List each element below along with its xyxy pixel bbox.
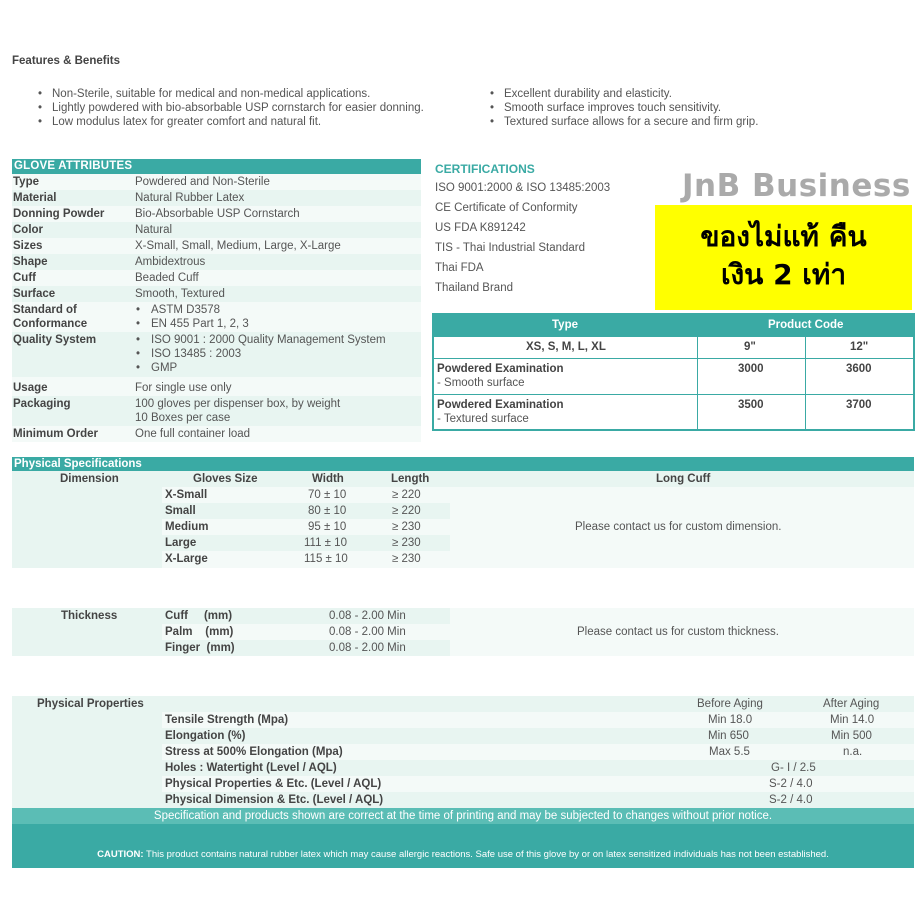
- size-label: X-Large: [165, 553, 208, 565]
- attribute-value: [135, 332, 421, 376]
- feature-item: • Textured surface allows for a secure and firm grip.: [488, 115, 758, 129]
- physical-specifications-header: Physical Specifications: [12, 457, 914, 471]
- attribute-row-standard: [12, 302, 421, 332]
- attribute-value: Ambidextrous: [135, 256, 206, 268]
- col-long-cuff: Long Cuff: [656, 473, 711, 485]
- feature-item: • Excellent durability and elasticity.: [488, 87, 758, 101]
- attribute-key: Material: [13, 192, 57, 204]
- glove-attributes-table: [12, 159, 421, 442]
- thickness-value: 0.08 - 2.00 Min: [329, 626, 406, 638]
- packaging-line-2: 10 Boxes per case: [135, 412, 231, 424]
- attribute-key: Type: [13, 176, 39, 188]
- attribute-value: Beaded Cuff: [135, 272, 199, 284]
- features-left-list: [36, 87, 424, 129]
- attribute-key: [12, 302, 135, 332]
- glove-attributes-header: GLOVE ATTRIBUTES: [12, 159, 421, 174]
- code-9: 3000: [738, 363, 764, 375]
- aql-name: Physical Properties & Etc. (Level / AQL): [165, 778, 382, 790]
- certification-item: CE Certificate of Conformity: [435, 202, 578, 214]
- size-label: X-Small: [165, 489, 208, 501]
- type-header: Type: [552, 319, 578, 331]
- attribute-value: [135, 396, 421, 426]
- attribute-row: [12, 206, 421, 222]
- code-12: 3600: [846, 363, 872, 375]
- attribute-key: Shape: [13, 256, 48, 268]
- attribute-key: Surface: [13, 288, 56, 300]
- code-12: 3700: [846, 399, 872, 411]
- promo-line-2: เงิน 2 เท่า: [720, 258, 847, 291]
- promo-banner: [655, 205, 912, 310]
- code-cell: [806, 359, 913, 395]
- width-value: 111 ± 10: [304, 537, 347, 549]
- col-12-cell: [806, 337, 913, 359]
- thickness-part: Cuff (mm): [165, 610, 233, 622]
- length-value: ≥ 220: [392, 505, 421, 517]
- aql-name: Holes : Watertight (Level / AQL): [165, 762, 337, 774]
- size-label: Small: [165, 505, 196, 517]
- physical-properties-label: Physical Properties: [37, 698, 144, 710]
- certification-item: Thailand Brand: [435, 282, 513, 294]
- product-code-header: [434, 315, 913, 337]
- attribute-value: One full container load: [135, 428, 251, 440]
- attribute-key: Quality System: [13, 334, 97, 346]
- col-9-label: 9": [744, 341, 756, 353]
- caution-bar: [12, 824, 914, 868]
- product-type-cell: [434, 359, 698, 395]
- product-type-cell: [434, 395, 698, 429]
- standard-item: • ASTM D3578: [135, 303, 421, 317]
- length-value: ≥ 230: [392, 553, 421, 565]
- length-value: ≥ 230: [392, 537, 421, 549]
- code-cell: [806, 395, 913, 429]
- attribute-row-packaging: [12, 396, 421, 426]
- feature-item: • Non-Sterile, suitable for medical and non-medical applications.: [36, 87, 424, 101]
- attribute-value: Powdered and Non-Sterile: [135, 176, 270, 188]
- custom-thickness-note: Please contact us for custom thickness.: [577, 626, 779, 638]
- col-length: Length: [391, 473, 430, 485]
- features-right-list: [488, 87, 758, 129]
- aql-value: G- I / 2.5: [771, 762, 816, 774]
- width-value: 115 ± 10: [304, 553, 348, 565]
- disclaimer-note: Specification and products shown are correct at the time of printing and may be subjected to changes without prior notice.: [12, 808, 914, 824]
- length-value: ≥ 230: [392, 521, 421, 533]
- attribute-value: X-Small, Small, Medium, Large, X-Large: [135, 240, 341, 252]
- attribute-key: Donning Powder: [13, 208, 105, 220]
- size-label: Medium: [165, 521, 209, 533]
- thickness-label: Thickness: [61, 610, 118, 622]
- before-value: Min 650: [708, 730, 749, 742]
- col-width: Width: [312, 473, 344, 485]
- size-label: Large: [165, 537, 197, 549]
- feature-item: • Smooth surface improves touch sensitivity.: [488, 101, 758, 115]
- attribute-key: Packaging: [13, 398, 71, 410]
- length-value: ≥ 220: [392, 489, 421, 501]
- certification-item: ISO 9001:2000 & ISO 13485:2003: [435, 182, 611, 194]
- width-value: 80 ± 10: [308, 505, 347, 517]
- attribute-row: [12, 377, 421, 396]
- attribute-value: Bio-Absorbable USP Cornstarch: [135, 208, 300, 220]
- product-sub: - Textured surface: [437, 413, 529, 425]
- attribute-key: Cuff: [13, 272, 36, 284]
- standard-key-line-2: Conformance: [13, 318, 88, 330]
- product-name: Powdered Examination: [437, 399, 564, 411]
- attribute-row-quality: [12, 332, 421, 377]
- after-value: n.a.: [843, 746, 863, 758]
- attribute-row: [12, 286, 421, 302]
- code-cell: [698, 395, 806, 429]
- caution-text: This product contains natural rubber latex which may cause allergic reactions. Safe use of this glove by or on latex sensitized individuals has not been established.: [143, 849, 829, 860]
- attribute-row: [12, 222, 421, 238]
- attribute-value: Natural: [135, 224, 173, 236]
- thickness-part: Finger (mm): [165, 642, 235, 654]
- attribute-row: [12, 190, 421, 206]
- caution-label: CAUTION:: [97, 849, 144, 860]
- attribute-row: [12, 174, 421, 190]
- col-gloves-size: Gloves Size: [193, 473, 258, 485]
- quality-item: • ISO 9001 : 2000 Quality Management System: [135, 333, 421, 347]
- aql-value: S-2 / 4.0: [769, 794, 813, 806]
- attribute-row: [12, 238, 421, 254]
- thickness-value: 0.08 - 2.00 Min: [329, 642, 406, 654]
- attribute-row: [12, 426, 421, 442]
- product-sub: - Smooth surface: [437, 377, 525, 389]
- brand-watermark: JnB Business: [682, 168, 911, 204]
- feature-item: • Lightly powdered with bio-absorbable USP cornstarch for easier donning.: [36, 101, 424, 115]
- certifications-title: CERTIFICATIONS: [435, 162, 535, 176]
- promo-line-1: ของไม่แท้ คืน: [700, 220, 867, 253]
- before-value: Max 5.5: [709, 746, 750, 758]
- attribute-value: Natural Rubber Latex: [135, 192, 245, 204]
- dimension-section: [12, 471, 914, 568]
- attribute-key: Sizes: [13, 240, 43, 252]
- attribute-row: [12, 270, 421, 286]
- col-12-label: 12": [850, 341, 869, 353]
- aql-value: S-2 / 4.0: [769, 778, 813, 790]
- col-after-aging: After Aging: [823, 698, 880, 710]
- product-code-header-label: Product Code: [768, 319, 844, 331]
- thickness-part: Palm (mm): [165, 626, 234, 638]
- thickness-value: 0.08 - 2.00 Min: [329, 610, 406, 622]
- product-code-table: [432, 313, 915, 431]
- code-9: 3500: [738, 399, 764, 411]
- standard-item: • EN 455 Part 1, 2, 3: [135, 317, 421, 331]
- certification-item: TIS - Thai Industrial Standard: [435, 242, 585, 254]
- custom-dimension-note: Please contact us for custom dimension.: [575, 521, 782, 533]
- packaging-line-1: 100 gloves per dispenser box, by weight: [135, 398, 341, 410]
- width-value: 95 ± 10: [308, 521, 347, 533]
- attribute-key: Minimum Order: [13, 428, 98, 440]
- sizes-cell: [434, 337, 698, 359]
- quality-item: • GMP: [135, 361, 421, 375]
- attribute-row: [12, 254, 421, 270]
- attribute-key: Color: [13, 224, 44, 236]
- property-name: Elongation (%): [165, 730, 246, 742]
- dimension-label: Dimension: [60, 473, 119, 485]
- col-before-aging: Before Aging: [697, 698, 763, 710]
- certification-item: Thai FDA: [435, 262, 484, 274]
- attribute-value: [135, 302, 421, 332]
- thickness-section: [12, 608, 914, 656]
- sizes-label: XS, S, M, L, XL: [526, 341, 606, 353]
- aql-name: Physical Dimension & Etc. (Level / AQL): [165, 794, 384, 806]
- code-cell: [698, 359, 806, 395]
- before-value: Min 18.0: [708, 714, 753, 726]
- standard-key-line-1: Standard of: [13, 304, 77, 316]
- width-value: 70 ± 10: [308, 489, 347, 501]
- attribute-key: Usage: [13, 382, 48, 394]
- attribute-value: For single use only: [135, 382, 232, 394]
- after-value: Min 500: [831, 730, 872, 742]
- product-name: Powdered Examination: [437, 363, 564, 375]
- quality-item: • ISO 13485 : 2003: [135, 347, 421, 361]
- property-name: Tensile Strength (Mpa): [165, 714, 289, 726]
- after-value: Min 14.0: [830, 714, 875, 726]
- property-name: Stress at 500% Elongation (Mpa): [165, 746, 343, 758]
- certification-item: US FDA K891242: [435, 222, 526, 234]
- feature-item: • Low modulus latex for greater comfort and natural fit.: [36, 115, 424, 129]
- physical-properties-section: [12, 696, 914, 808]
- features-title: Features & Benefits: [12, 55, 121, 67]
- col-9-cell: [698, 337, 806, 359]
- attribute-value: Smooth, Textured: [135, 288, 225, 300]
